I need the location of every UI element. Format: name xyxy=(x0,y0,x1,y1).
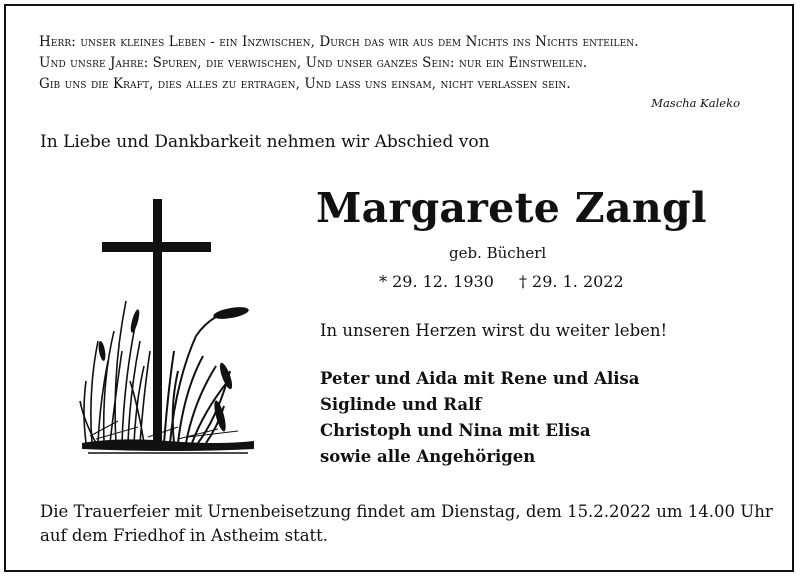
poem-line-2: Und unsre Jahre: Spuren, die verwischen, Und unser ganzes Sein: nur ein Einstweilen. xyxy=(39,55,588,71)
poem-author: Mascha Kaleko xyxy=(651,96,740,110)
mourner-line: sowie alle Angehörigen xyxy=(320,447,536,466)
maiden-name: geb. Bücherl xyxy=(449,244,547,262)
cross-with-grass-icon xyxy=(78,191,258,461)
mourners-list xyxy=(320,366,639,470)
funeral-notice xyxy=(40,500,773,548)
life-dates xyxy=(379,272,644,291)
mourner-line: Siglinde und Ralf xyxy=(320,395,482,414)
deceased-name: Margarete Zangl xyxy=(316,184,707,232)
funeral-notice-line-1: Die Trauerfeier mit Urnenbeisetzung findet am Dienstag, dem 15.2.2022 um 14.00 Uhr xyxy=(40,502,773,521)
poem-line-1: Herr: unser kleines Leben - ein Inzwischen, Durch das wir aus dem Nichts ins Nichts enteilen. xyxy=(39,34,639,50)
poem xyxy=(39,32,779,95)
funeral-notice-line-2: auf dem Friedhof in Astheim statt. xyxy=(40,526,329,545)
obituary-notice xyxy=(4,4,794,572)
motto: In unseren Herzen wirst du weiter leben! xyxy=(320,321,668,340)
mourner-line: Peter und Aida mit Rene und Alisa xyxy=(320,369,640,388)
mourner-line: Christoph und Nina mit Elisa xyxy=(320,421,591,440)
birth-date: * 29. 12. 1930 xyxy=(379,272,494,291)
death-date: † 29. 1. 2022 xyxy=(518,272,624,291)
poem-line-3: Gib uns die Kraft, dies alles zu ertragen, Und lass uns einsam, nicht verlassen sein. xyxy=(39,76,571,92)
intro-text: In Liebe und Dankbarkeit nehmen wir Abschied von xyxy=(40,132,490,152)
